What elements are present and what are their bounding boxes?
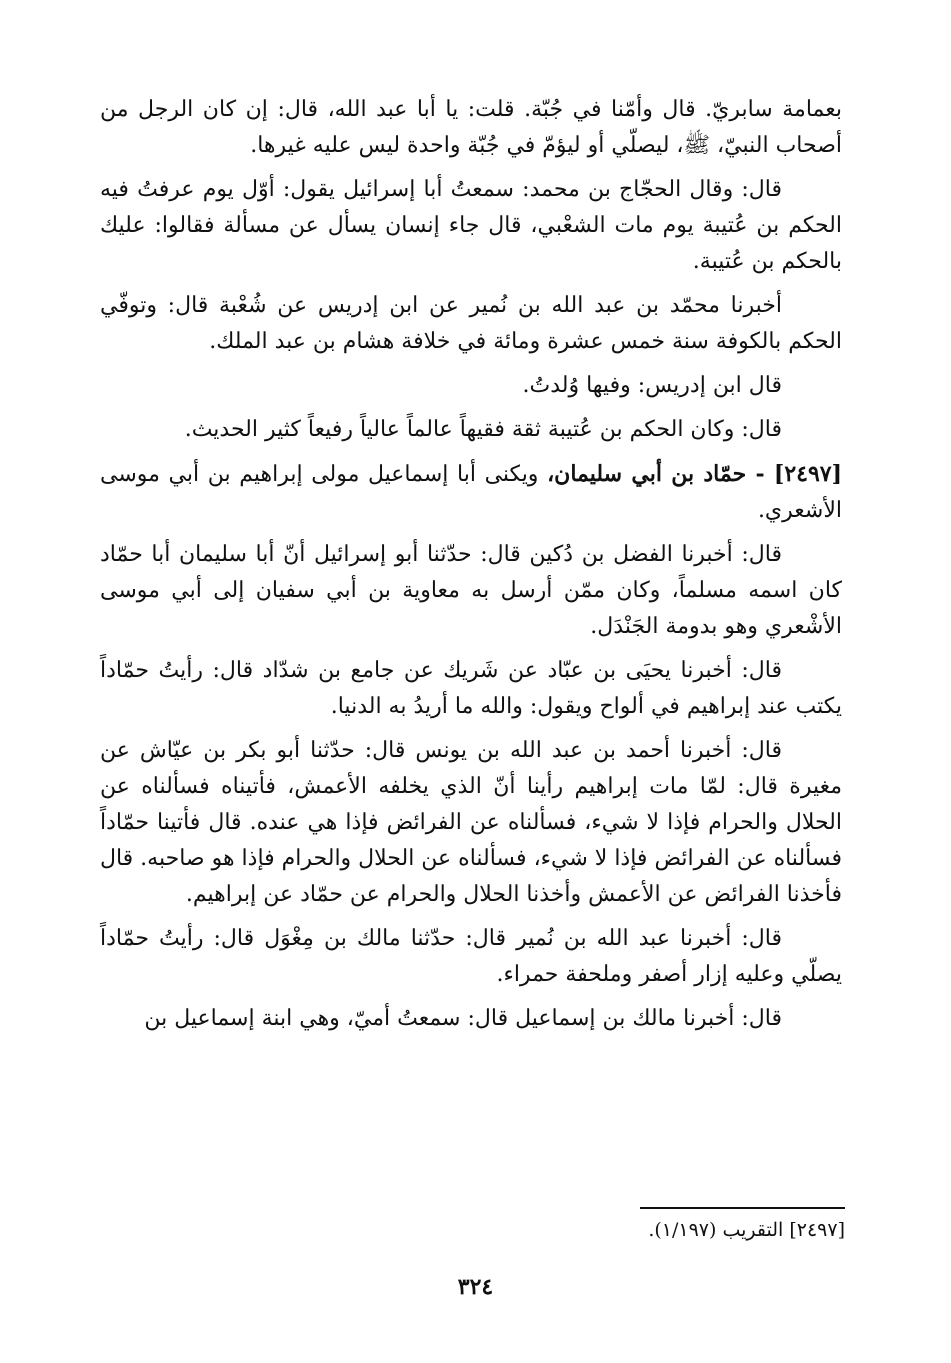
paragraph-8: قال: أخبرنا يحيَى بن عبّاد عن شَريك عن جامع بن شدّاد قال: رأيتُ حمّاداً يكتب عند إبراهيم في ألواح ويقول: والله ما أريدُ به الدنيا. (100, 658, 842, 719)
entry-heading: [٢٤٩٧] - حمّاد بن أبي سليمان، (547, 461, 842, 487)
paragraph-3: أخبرنا محمّد بن عبد الله بن نُمير عن ابن إدريس عن شُعْبة قال: وتوفّي الحكم بالكوفة سنة خمس عشرة ومائة في خلافة هشام بن عبد الملك. (100, 293, 842, 354)
paragraph-11: قال: أخبرنا مالك بن إسماعيل قال: سمعتُ أميّ، وهي ابنة إسماعيل بن (144, 1006, 782, 1031)
biography-entry-2497 (100, 456, 842, 529)
paragraph-10: قال: أخبرنا عبد الله بن نُمير قال: حدّثنا مالك بن مِغْوَل قال: رأيتُ حمّاداً يصلّي وعليه إزار أصفر وملحفة حمراء. (100, 926, 842, 987)
paragraph-2: قال: وقال الحجّاج بن محمد: سمعتُ أبا إسرائيل يقول: أوّل يوم عرفتُ فيه الحكم بن عُتيبة يوم مات الشعْبي، قال جاء إنسان يسأل عن مسألة فقالوا: عليك بالحكم بن عُتيبة. (100, 177, 843, 274)
paragraph-4: قال ابن إدريس: وفيها وُلدتُ. (522, 373, 782, 398)
footnote-divider (640, 1207, 845, 1209)
entry-text: ويكنى أبا إسماعيل مولى إبراهيم بن أبي موسى الأشعري. (100, 462, 842, 523)
paragraph-1: بعمامة سابريّ. قال وأمّنا في جُبّة. قلت: يا أبا عبد الله، قال: إن كان الرجل من أصحاب النبيّ، ﷺ، ليصلّي أو ليؤمّ في جُبّة واحدة ليس عليه غيرها. (100, 97, 842, 158)
main-text (100, 92, 842, 1045)
paragraph-9: قال: أخبرنا أحمد بن عبد الله بن يونس قال: حدّثنا أبو بكر بن عيّاش عن مغيرة قال: لمّا مات إبراهيم رأينا أنّ الذي يخلفه الأعمش، فأتيناه فسألناه عن الحلال والحرام فإذا لا شيء، فسألناه عن الفرائض فإذا هي عنده. قال فأتينا حمّاداً فسألناه عن الفرائض فإذا لا شيء، فسألناه عن الحلال والحرام فإذا هو صاحبه. قال فأخذنا الفرائض عن الأعمش وأخذنا الحلال والحرام عن حمّاد عن إبراهيم. (99, 738, 842, 907)
paragraph-7: قال: أخبرنا الفضل بن دُكين قال: حدّثنا أبو إسرائيل أنّ أبا سليمان أبا حمّاد كان اسمه مسلماً، وكان ممّن أرسل به معاوية بن أبي سفيان إلى أبي موسى الأشْعري وهو بدومة الجَنْدَل. (100, 542, 843, 639)
paragraph-5: قال: وكان الحكم بن عُتيبة ثقة فقيهاً عالماً عالياً رفيعاً كثير الحديث. (184, 417, 782, 442)
page-number: ٣٢٤ (457, 1274, 494, 1300)
footnote: [٢٤٩٧] التقريب (١/١٩٧). (648, 1219, 845, 1241)
